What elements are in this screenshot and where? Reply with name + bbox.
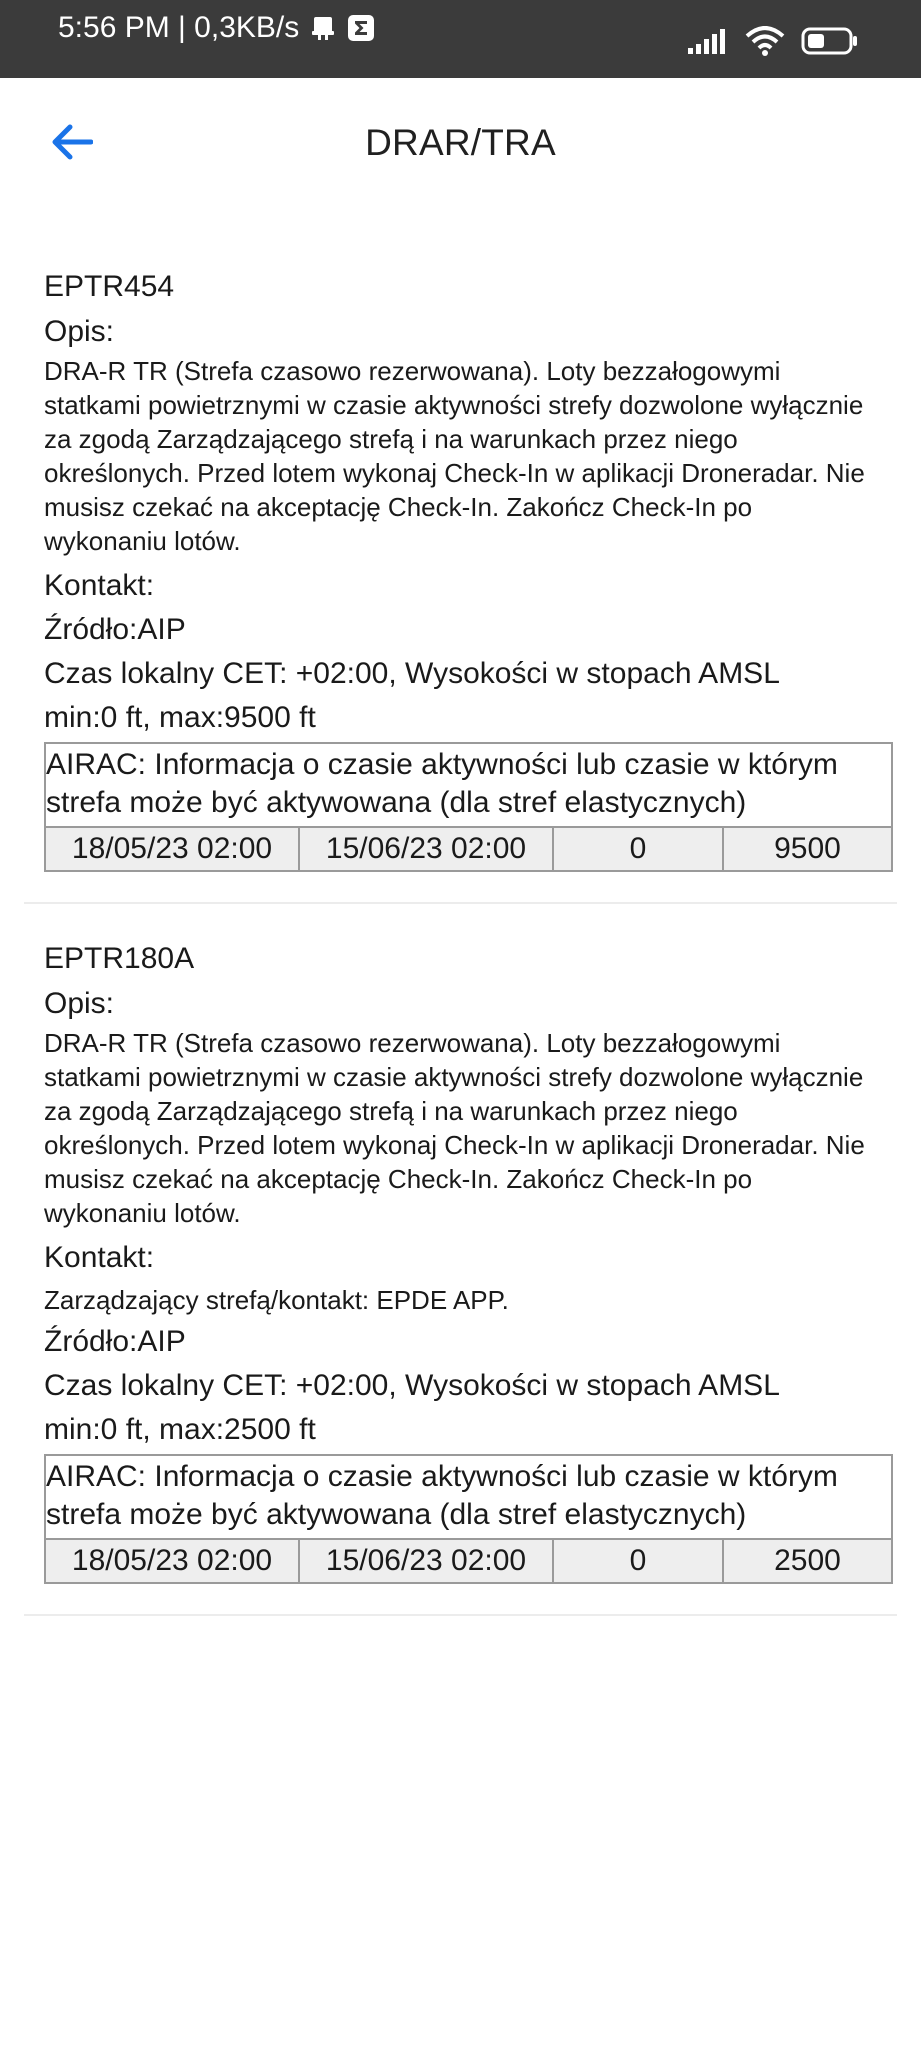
app-bar: [0, 78, 921, 212]
airac-header: AIRAC: Informacja o czasie aktywności lub czasie w którym strefa może być aktywowana (dla stref elastycznych): [45, 1455, 892, 1539]
time-info: Czas lokalny CET: +02:00, Wysokości w stopach AMSL: [44, 1369, 780, 1402]
wifi-icon: [745, 26, 785, 61]
airac-max-altitude: 9500: [723, 827, 892, 871]
airac-row: [45, 827, 892, 871]
status-bar: [0, 0, 921, 78]
airac-min-altitude: 0: [553, 1539, 723, 1583]
airac-table: [44, 1454, 893, 1584]
zone-description: DRA-R TR (Strefa czasowo rezerwowana). Loty bezzałogowymi statkami powietrznymi w czasie aktywności strefy dozwolone wyłącznie za zgodą Zarządzającego strefą i na warunkach przez niego określonych. Przed lotem wykonaj Check-In w aplikacji Droneradar. Nie musisz czekać na akceptację Check-In. Zakończ Check-In po wykonaniu lotów.: [44, 356, 865, 556]
signal-icon: [687, 28, 729, 59]
sigma-app-icon: [347, 14, 375, 42]
airac-start: 18/05/23 02:00: [45, 1539, 299, 1583]
status-time: 5:56 PM | 0,3KB/s: [58, 11, 300, 44]
airac-min-altitude: 0: [553, 827, 723, 871]
description-label: Opis:: [44, 987, 115, 1020]
status-left: [58, 0, 375, 78]
airac-end: 15/06/23 02:00: [299, 1539, 553, 1583]
zone-card: [24, 212, 897, 904]
time-info: Czas lokalny CET: +02:00, Wysokości w stopach AMSL: [44, 657, 780, 690]
airac-row: [45, 1539, 892, 1583]
airac-max-altitude: 2500: [723, 1539, 892, 1583]
altitude-range: min:0 ft, max:9500 ft: [44, 701, 316, 734]
status-right: [687, 26, 859, 61]
page-title: DRAR/TRA: [365, 122, 556, 163]
source-text: Źródło:AIP: [44, 613, 186, 646]
notification-icon: [309, 14, 337, 42]
description-label: Opis:: [44, 315, 115, 348]
source-text: Źródło:AIP: [44, 1325, 186, 1358]
battery-icon: [801, 27, 859, 60]
airac-end: 15/06/23 02:00: [299, 827, 553, 871]
zone-name: EPTR454: [44, 270, 175, 303]
altitude-range: min:0 ft, max:2500 ft: [44, 1413, 316, 1446]
zone-list: [24, 212, 897, 1616]
contact-text: Zarządzający strefą/kontakt: EPDE APP.: [44, 1285, 509, 1315]
zone-card: [24, 904, 897, 1616]
airac-header: AIRAC: Informacja o czasie aktywności lub czasie w którym strefa może być aktywowana (dla stref elastycznych): [45, 743, 892, 827]
contact-label: Kontakt:: [44, 1241, 155, 1274]
airac-table: [44, 742, 893, 872]
zone-name: EPTR180A: [44, 942, 195, 975]
contact-label: Kontakt:: [44, 569, 155, 602]
airac-start: 18/05/23 02:00: [45, 827, 299, 871]
zone-description: DRA-R TR (Strefa czasowo rezerwowana). Loty bezzałogowymi statkami powietrznymi w czasie aktywności strefy dozwolone wyłącznie za zgodą Zarządzającego strefą i na warunkach przez niego określonych. Przed lotem wykonaj Check-In w aplikacji Droneradar. Nie musisz czekać na akceptację Check-In. Zakończ Check-In po wykonaniu lotów.: [44, 1028, 865, 1228]
